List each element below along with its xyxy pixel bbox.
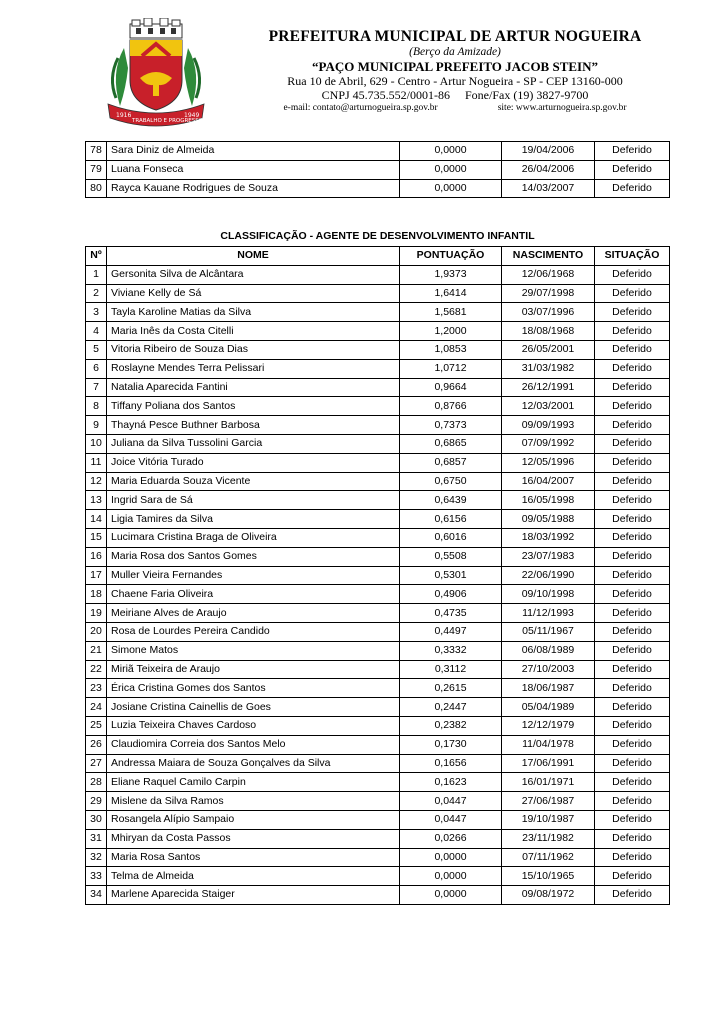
row-status: Deferido: [595, 453, 670, 472]
table-row: [86, 303, 670, 322]
row-number: 18: [86, 585, 107, 604]
row-number: 31: [86, 829, 107, 848]
table-row: [86, 528, 670, 547]
table-row: [86, 453, 670, 472]
row-birthdate: 26/12/1991: [502, 378, 595, 397]
row-number: 3: [86, 303, 107, 322]
row-name: Simone Matos: [107, 641, 400, 660]
row-status: Deferido: [595, 848, 670, 867]
row-status: Deferido: [595, 716, 670, 735]
table-row: [86, 735, 670, 754]
row-birthdate: 15/10/1965: [502, 867, 595, 886]
row-status: Deferido: [595, 434, 670, 453]
row-birthdate: 07/09/1992: [502, 434, 595, 453]
site-text: site: www.arturnogueira.sp.gov.br: [497, 103, 627, 113]
table-row: [86, 322, 670, 341]
table-row: [86, 359, 670, 378]
row-birthdate: 26/04/2006: [502, 160, 595, 179]
row-status: Deferido: [595, 698, 670, 717]
row-number: 34: [86, 886, 107, 905]
table-row: [86, 698, 670, 717]
row-status: Deferido: [595, 265, 670, 284]
row-number: 14: [86, 510, 107, 529]
row-score: 0,0447: [400, 810, 502, 829]
row-number: 25: [86, 716, 107, 735]
row-score: 1,0712: [400, 359, 502, 378]
logo-year-left: 1916: [116, 112, 132, 119]
row-score: 1,2000: [400, 322, 502, 341]
row-score: 0,6857: [400, 453, 502, 472]
row-name: Muller Vieira Fernandes: [107, 566, 400, 585]
row-birthdate: 17/06/1991: [502, 754, 595, 773]
paco-municipal-line: “PAÇO MUNICIPAL PREFEITO JACOB STEIN”: [311, 59, 599, 74]
table-row: [86, 491, 670, 510]
row-status: Deferido: [595, 867, 670, 886]
row-status: Deferido: [595, 179, 670, 198]
row-number: 32: [86, 848, 107, 867]
row-number: 1: [86, 265, 107, 284]
row-number: 79: [86, 160, 107, 179]
row-score: 0,3332: [400, 641, 502, 660]
row-score: 0,0000: [400, 142, 502, 161]
row-name: Maria Rosa dos Santos Gomes: [107, 547, 400, 566]
row-number: 78: [86, 142, 107, 161]
row-status: Deferido: [595, 378, 670, 397]
row-score: 0,4906: [400, 585, 502, 604]
row-name: Luana Fonseca: [107, 160, 400, 179]
row-score: 0,4735: [400, 604, 502, 623]
row-status: Deferido: [595, 397, 670, 416]
row-number: 26: [86, 735, 107, 754]
row-name: Ligia Tamires da Silva: [107, 510, 400, 529]
row-number: 19: [86, 604, 107, 623]
table-row: [86, 867, 670, 886]
row-number: 24: [86, 698, 107, 717]
row-name: Gersonita Silva de Alcântara: [107, 265, 400, 284]
row-status: Deferido: [595, 566, 670, 585]
header-name: NOME: [107, 247, 400, 266]
row-number: 11: [86, 453, 107, 472]
row-number: 27: [86, 754, 107, 773]
row-birthdate: 23/07/1983: [502, 547, 595, 566]
row-name: Viviane Kelly de Sá: [107, 284, 400, 303]
row-number: 30: [86, 810, 107, 829]
table-row: [86, 160, 670, 179]
row-score: 0,8766: [400, 397, 502, 416]
row-name: Mislene da Silva Ramos: [107, 792, 400, 811]
row-score: 0,4497: [400, 622, 502, 641]
row-status: Deferido: [595, 142, 670, 161]
header-number: Nº: [86, 247, 107, 266]
row-number: 28: [86, 773, 107, 792]
row-birthdate: 11/12/1993: [502, 604, 595, 623]
contact-line: [210, 102, 700, 114]
row-number: 20: [86, 622, 107, 641]
row-birthdate: 09/09/1993: [502, 416, 595, 435]
table-row: [86, 716, 670, 735]
row-status: Deferido: [595, 754, 670, 773]
prefeitura-title: PREFEITURA MUNICIPAL DE ARTUR NOGUEIRA: [268, 28, 642, 45]
row-status: Deferido: [595, 160, 670, 179]
row-status: Deferido: [595, 792, 670, 811]
row-status: Deferido: [595, 340, 670, 359]
row-name: Sara Diniz de Almeida: [107, 142, 400, 161]
classification-table-body: [86, 265, 670, 904]
row-score: 0,6865: [400, 434, 502, 453]
row-score: 0,3112: [400, 660, 502, 679]
table-row: [86, 810, 670, 829]
logo-year-right: 1949: [184, 112, 200, 119]
row-status: Deferido: [595, 773, 670, 792]
row-score: 0,1730: [400, 735, 502, 754]
row-number: 12: [86, 472, 107, 491]
table-row: [86, 679, 670, 698]
row-status: Deferido: [595, 322, 670, 341]
letterhead-text: [210, 28, 700, 114]
continued-classification-table: [85, 141, 670, 198]
table-row: [86, 340, 670, 359]
row-status: Deferido: [595, 886, 670, 905]
row-status: Deferido: [595, 284, 670, 303]
row-birthdate: 16/01/1971: [502, 773, 595, 792]
header-status: SITUAÇÃO: [595, 247, 670, 266]
table-row: [86, 848, 670, 867]
header-birthdate: NASCIMENTO: [502, 247, 595, 266]
row-birthdate: 06/08/1989: [502, 641, 595, 660]
table-row: [86, 472, 670, 491]
row-name: Josiane Cristina Cainellis de Goes: [107, 698, 400, 717]
row-score: 0,2447: [400, 698, 502, 717]
table-row: [86, 792, 670, 811]
row-number: 6: [86, 359, 107, 378]
row-score: 0,0000: [400, 886, 502, 905]
row-status: Deferido: [595, 810, 670, 829]
row-birthdate: 18/06/1987: [502, 679, 595, 698]
row-birthdate: 11/04/1978: [502, 735, 595, 754]
row-name: Chaene Faria Oliveira: [107, 585, 400, 604]
row-status: Deferido: [595, 679, 670, 698]
row-score: 0,9664: [400, 378, 502, 397]
row-birthdate: 16/05/1998: [502, 491, 595, 510]
row-birthdate: 12/05/1996: [502, 453, 595, 472]
row-name: Rayca Kauane Rodrigues de Souza: [107, 179, 400, 198]
row-name: Claudiomira Correia dos Santos Melo: [107, 735, 400, 754]
row-number: 5: [86, 340, 107, 359]
row-birthdate: 09/10/1998: [502, 585, 595, 604]
row-status: Deferido: [595, 641, 670, 660]
row-number: 15: [86, 528, 107, 547]
table-header-row: [86, 247, 670, 266]
table-row: [86, 829, 670, 848]
continued-table-body: [86, 142, 670, 198]
row-name: Telma de Almeida: [107, 867, 400, 886]
row-number: 4: [86, 322, 107, 341]
table-row: [86, 566, 670, 585]
row-score: 0,7373: [400, 416, 502, 435]
table-row: [86, 886, 670, 905]
row-score: 1,0853: [400, 340, 502, 359]
table-row: [86, 378, 670, 397]
row-birthdate: 27/06/1987: [502, 792, 595, 811]
row-name: Rosangela Alípio Sampaio: [107, 810, 400, 829]
letterhead: [100, 18, 700, 130]
row-score: 0,6439: [400, 491, 502, 510]
row-score: 1,5681: [400, 303, 502, 322]
row-score: 0,1656: [400, 754, 502, 773]
row-birthdate: 14/03/2007: [502, 179, 595, 198]
table-row: [86, 179, 670, 198]
row-status: Deferido: [595, 660, 670, 679]
row-status: Deferido: [595, 604, 670, 623]
row-status: Deferido: [595, 510, 670, 529]
table-row: [86, 754, 670, 773]
row-number: 17: [86, 566, 107, 585]
logo-motto: TRABALHO E PROGRESSO: [132, 118, 204, 124]
row-birthdate: 12/12/1979: [502, 716, 595, 735]
row-score: 0,0000: [400, 867, 502, 886]
row-number: 29: [86, 792, 107, 811]
row-score: 0,5508: [400, 547, 502, 566]
row-birthdate: 09/05/1988: [502, 510, 595, 529]
row-birthdate: 23/11/1982: [502, 829, 595, 848]
row-name: Érica Cristina Gomes dos Santos: [107, 679, 400, 698]
municipal-coat-of-arms-logo: [106, 18, 206, 128]
row-birthdate: 05/11/1967: [502, 622, 595, 641]
cnpj-phone-line: CNPJ 45.735.552/0001-86 Fone/Fax (19) 3827-9700: [321, 88, 589, 102]
row-name: Tayla Karoline Matias da Silva: [107, 303, 400, 322]
address-line: Rua 10 de Abril, 629 - Centro - Artur Nogueira - SP - CEP 13160-000: [287, 74, 623, 88]
row-number: 10: [86, 434, 107, 453]
table-row: [86, 265, 670, 284]
row-score: 0,0000: [400, 160, 502, 179]
row-score: 1,9373: [400, 265, 502, 284]
row-status: Deferido: [595, 303, 670, 322]
row-birthdate: 19/04/2006: [502, 142, 595, 161]
row-status: Deferido: [595, 829, 670, 848]
row-number: 8: [86, 397, 107, 416]
row-birthdate: 19/10/1987: [502, 810, 595, 829]
table-row: [86, 622, 670, 641]
row-name: Joice Vitória Turado: [107, 453, 400, 472]
row-name: Roslayne Mendes Terra Pelissari: [107, 359, 400, 378]
classification-table: [85, 246, 670, 905]
row-name: Marlene Aparecida Staiger: [107, 886, 400, 905]
table-row: [86, 660, 670, 679]
table-row: [86, 510, 670, 529]
row-name: Maria Rosa Santos: [107, 848, 400, 867]
row-number: 80: [86, 179, 107, 198]
row-birthdate: 09/08/1972: [502, 886, 595, 905]
row-birthdate: 26/05/2001: [502, 340, 595, 359]
table-row: [86, 284, 670, 303]
row-birthdate: 12/06/1968: [502, 265, 595, 284]
row-score: 0,2615: [400, 679, 502, 698]
table-row: [86, 142, 670, 161]
row-score: 0,6016: [400, 528, 502, 547]
row-name: Eliane Raquel Camilo Carpin: [107, 773, 400, 792]
row-name: Andressa Maiara de Souza Gonçalves da Silva: [107, 754, 400, 773]
row-name: Tiffany Poliana dos Santos: [107, 397, 400, 416]
row-name: Juliana da Silva Tussolini Garcia: [107, 434, 400, 453]
row-name: Rosa de Lourdes Pereira Candido: [107, 622, 400, 641]
row-number: 13: [86, 491, 107, 510]
row-score: 0,0000: [400, 848, 502, 867]
row-name: Miriã Teixeira de Araujo: [107, 660, 400, 679]
row-birthdate: 05/04/1989: [502, 698, 595, 717]
row-birthdate: 16/04/2007: [502, 472, 595, 491]
row-number: 7: [86, 378, 107, 397]
row-birthdate: 31/03/1982: [502, 359, 595, 378]
row-number: 21: [86, 641, 107, 660]
row-status: Deferido: [595, 491, 670, 510]
row-birthdate: 22/06/1990: [502, 566, 595, 585]
table-row: [86, 416, 670, 435]
table-row: [86, 434, 670, 453]
row-score: 0,2382: [400, 716, 502, 735]
row-number: 33: [86, 867, 107, 886]
row-name: Natalia Aparecida Fantini: [107, 378, 400, 397]
table-row: [86, 641, 670, 660]
header-score: PONTUAÇÃO: [400, 247, 502, 266]
table-row: [86, 397, 670, 416]
table-caption: CLASSIFICAÇÃO - AGENTE DE DESENVOLVIMENTO INFANTIL: [220, 230, 535, 242]
row-score: 0,6750: [400, 472, 502, 491]
row-score: 0,0000: [400, 179, 502, 198]
row-score: 0,1623: [400, 773, 502, 792]
prefeitura-subtitle: (Berço da Amizade): [409, 46, 501, 58]
table-row: [86, 585, 670, 604]
row-birthdate: 07/11/1962: [502, 848, 595, 867]
row-score: 0,0266: [400, 829, 502, 848]
row-status: Deferido: [595, 416, 670, 435]
row-name: Luzia Teixeira Chaves Cardoso: [107, 716, 400, 735]
row-score: 0,0447: [400, 792, 502, 811]
row-birthdate: 18/03/1992: [502, 528, 595, 547]
row-name: Maria Eduarda Souza Vicente: [107, 472, 400, 491]
row-name: Maria Inês da Costa Citelli: [107, 322, 400, 341]
row-status: Deferido: [595, 359, 670, 378]
row-birthdate: 12/03/2001: [502, 397, 595, 416]
row-name: Vitoria Ribeiro de Souza Dias: [107, 340, 400, 359]
row-birthdate: 03/07/1996: [502, 303, 595, 322]
row-name: Thayná Pesce Buthner Barbosa: [107, 416, 400, 435]
row-birthdate: 27/10/2003: [502, 660, 595, 679]
table-row: [86, 773, 670, 792]
row-name: Ingrid Sara de Sá: [107, 491, 400, 510]
row-status: Deferido: [595, 547, 670, 566]
row-number: 23: [86, 679, 107, 698]
row-birthdate: 18/08/1968: [502, 322, 595, 341]
row-number: 16: [86, 547, 107, 566]
row-status: Deferido: [595, 622, 670, 641]
row-status: Deferido: [595, 472, 670, 491]
row-number: 2: [86, 284, 107, 303]
row-status: Deferido: [595, 585, 670, 604]
row-status: Deferido: [595, 528, 670, 547]
row-name: Lucimara Cristina Braga de Oliveira: [107, 528, 400, 547]
table-row: [86, 604, 670, 623]
row-status: Deferido: [595, 735, 670, 754]
row-birthdate: 29/07/1998: [502, 284, 595, 303]
row-score: 1,6414: [400, 284, 502, 303]
row-name: Mhiryan da Costa Passos: [107, 829, 400, 848]
row-name: Meiriane Alves de Araujo: [107, 604, 400, 623]
email-text: e-mail: contato@arturnogueira.sp.gov.br: [283, 103, 438, 113]
row-score: 0,5301: [400, 566, 502, 585]
table-row: [86, 547, 670, 566]
row-number: 22: [86, 660, 107, 679]
row-score: 0,6156: [400, 510, 502, 529]
row-number: 9: [86, 416, 107, 435]
